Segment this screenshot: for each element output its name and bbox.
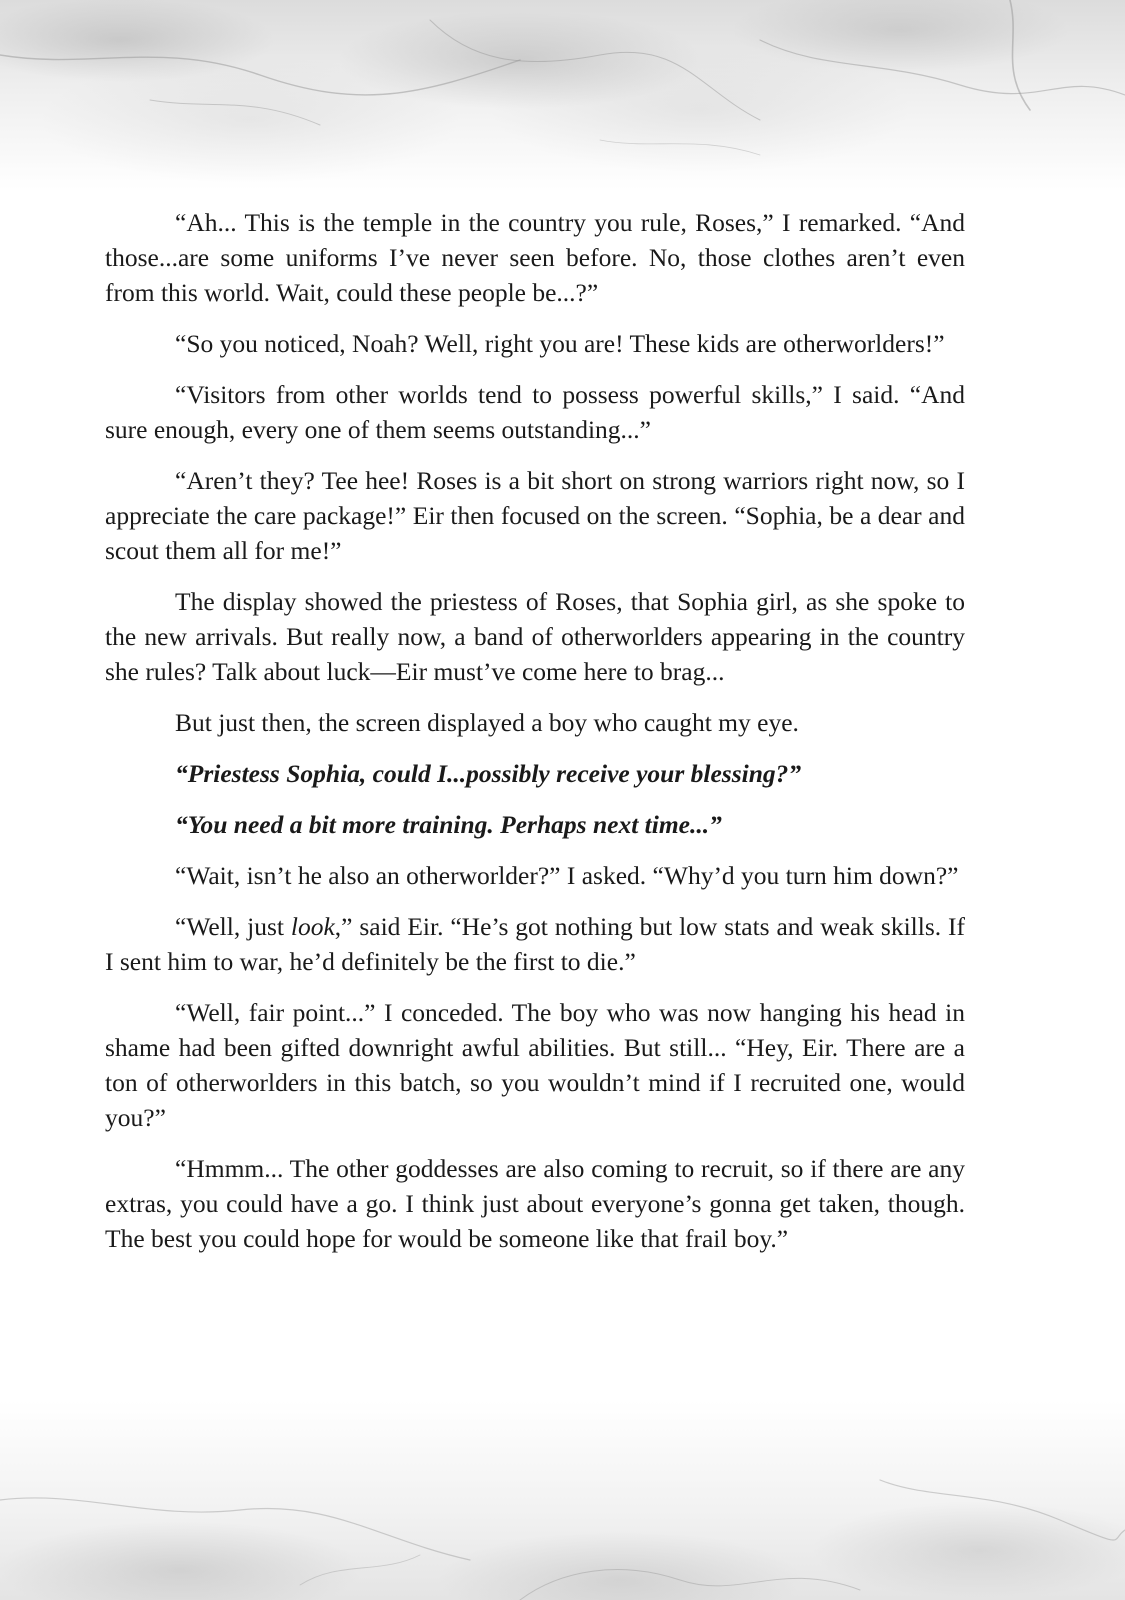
- paragraph: But just then, the screen displayed a boy who caught my eye.: [175, 708, 799, 737]
- paragraph: “Ah... This is the temple in the country you rule, Roses,” I remarked. “And those...are some uniforms I’ve never seen before. No, those clothes aren’t even from this world. Wait, could these people be...?”: [105, 208, 965, 307]
- text-run: ,” said Eir. “He’s got nothing but low stats and weak skills. If I sent him to war, he’d definitely be the first to die.”: [105, 912, 965, 976]
- paragraph: “Well, fair point...” I conceded. The boy who was now hanging his head in shame had been gifted downright awful abilities. But still... “Hey, Eir. There are a ton of otherworlders in this batch, so you wouldn’t mind if I recruited one, would you?”: [105, 998, 965, 1132]
- paragraph: “Visitors from other worlds tend to possess powerful skills,” I said. “And sure enough, every one of them seems outstanding...”: [105, 380, 965, 444]
- marble-texture-bottom: [0, 1400, 1125, 1600]
- paragraph: “Wait, isn’t he also an otherworlder?” I asked. “Why’d you turn him down?”: [175, 861, 959, 890]
- italic-emphasis: look: [290, 912, 335, 941]
- marble-texture-top: [0, 0, 1125, 190]
- paragraph: “Aren’t they? Tee hee! Roses is a bit short on strong warriors right now, so I appreciate the care package!” Eir then focused on the screen. “Sophia, be a dear and scout them all for me!”: [105, 466, 965, 565]
- paragraph: The display showed the priestess of Roses, that Sophia girl, as she spoke to the new arrivals. But really now, a band of otherworlders appearing in the country she rules? Talk about luck—Eir must’ve come here to brag...: [105, 587, 965, 686]
- paragraph: [105, 909, 965, 979]
- paragraph: “So you noticed, Noah? Well, right you are! These kids are otherworlders!”: [175, 329, 945, 358]
- screen-dialogue: “You need a bit more training. Perhaps next time...”: [175, 810, 722, 839]
- novel-text: [105, 205, 965, 1256]
- paragraph: “Hmmm... The other goddesses are also coming to recruit, so if there are any extras, you could have a go. I think just about everyone’s gonna get taken, though. The best you could hope for would be someone like that frail boy.”: [105, 1154, 965, 1253]
- text-run: “Well, just: [175, 912, 291, 941]
- screen-dialogue: “Priestess Sophia, could I...possibly receive your blessing?”: [175, 759, 802, 788]
